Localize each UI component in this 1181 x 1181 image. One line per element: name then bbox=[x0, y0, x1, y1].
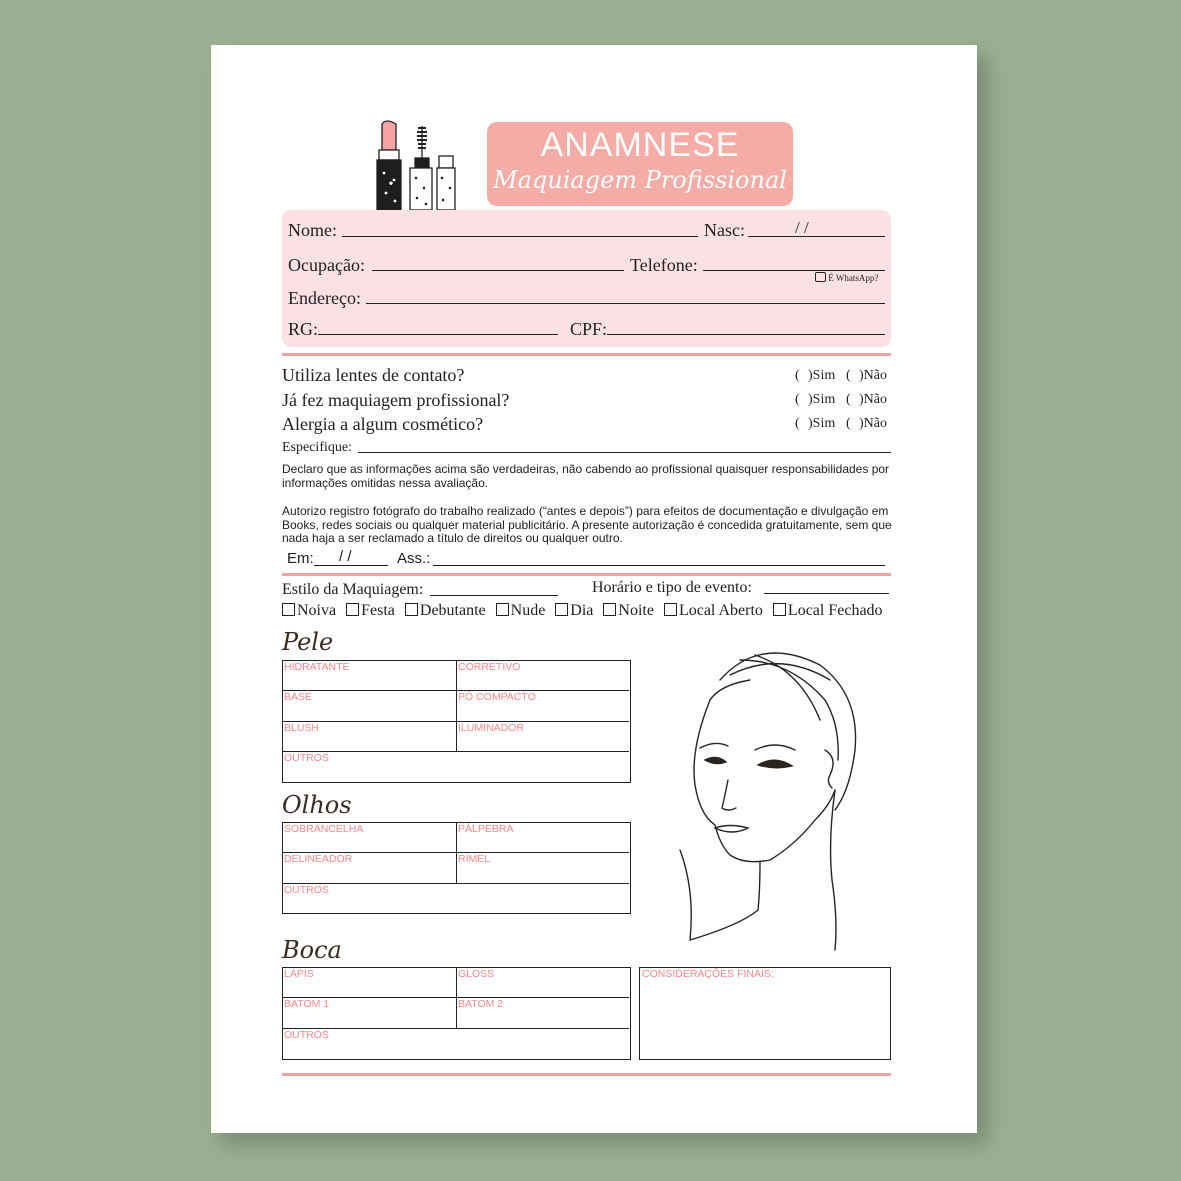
pele-heading: Pele bbox=[282, 628, 334, 656]
pele-cell-corretivo[interactable] bbox=[457, 661, 629, 691]
nasc-field[interactable] bbox=[748, 236, 885, 237]
pele-cell-blush[interactable] bbox=[283, 722, 457, 752]
check-label: Local Fechado bbox=[787, 602, 883, 619]
question-maquiagem: Já fez maquiagem profissional? bbox=[282, 390, 510, 410]
option-open[interactable]: ( bbox=[846, 416, 851, 431]
option-nao[interactable]: )Não bbox=[859, 368, 887, 383]
cell-label: LÁPIS bbox=[284, 968, 314, 980]
check-label: Local Aberto bbox=[678, 602, 763, 619]
boca-table bbox=[282, 967, 631, 1060]
form-subtitle: Maquiagem Profissional bbox=[493, 166, 787, 194]
divider bbox=[282, 353, 891, 356]
check-debutante[interactable] bbox=[405, 602, 486, 619]
cell-label: PÁLPEBRA bbox=[458, 823, 514, 835]
boca-cell-batom-2[interactable] bbox=[457, 998, 629, 1029]
divider bbox=[282, 1073, 891, 1076]
checkbox[interactable] bbox=[555, 603, 568, 616]
checkbox[interactable] bbox=[496, 603, 509, 616]
check-noite[interactable] bbox=[603, 602, 654, 619]
cell-label: CORRETIVO bbox=[458, 661, 521, 673]
whatsapp-option[interactable] bbox=[815, 272, 878, 283]
check-local-aberto[interactable] bbox=[664, 602, 763, 619]
checkbox[interactable] bbox=[664, 603, 677, 616]
option-open[interactable]: ( bbox=[846, 368, 851, 383]
cell-label: SOBRANCELHA bbox=[284, 823, 364, 835]
consideracoes-finais-label: CONSIDERAÇÕES FINAIS: bbox=[642, 968, 774, 980]
pele-cell-base[interactable] bbox=[283, 691, 457, 722]
cell-label: BASE bbox=[284, 691, 313, 703]
olhos-cell-delineador[interactable] bbox=[283, 853, 457, 884]
check-noiva[interactable] bbox=[282, 602, 336, 619]
title-banner bbox=[487, 122, 793, 206]
nome-field[interactable] bbox=[342, 236, 698, 237]
checkbox[interactable] bbox=[405, 603, 418, 616]
divider bbox=[282, 573, 891, 576]
pele-cell-hidratante[interactable] bbox=[283, 661, 457, 691]
olhos-cell-sobrancelha[interactable] bbox=[283, 823, 457, 853]
olhos-table bbox=[282, 822, 631, 914]
option-nao[interactable]: )Não bbox=[859, 392, 887, 407]
especifique-label: Especifique: bbox=[282, 440, 352, 455]
checkbox[interactable] bbox=[603, 603, 616, 616]
check-label: Nude bbox=[510, 602, 546, 619]
check-label: Debutante bbox=[419, 602, 486, 619]
olhos-cell-palpebra[interactable] bbox=[457, 823, 629, 853]
whatsapp-checkbox[interactable] bbox=[815, 272, 826, 282]
ocupacao-label: Ocupação: bbox=[288, 255, 365, 275]
olhos-cell-rimel[interactable] bbox=[457, 853, 629, 884]
form-title: ANAMNESE bbox=[540, 126, 740, 164]
consideracoes-finais-box[interactable] bbox=[639, 967, 891, 1060]
cell-label: GLOSS bbox=[458, 968, 495, 980]
cell-label: DELINEADOR bbox=[284, 853, 353, 865]
cosmetics-icon bbox=[370, 118, 462, 216]
event-type-checklist bbox=[282, 602, 883, 620]
telefone-label: Telefone: bbox=[630, 255, 698, 275]
check-label: Dia bbox=[570, 602, 594, 619]
option-open[interactable]: ( bbox=[795, 368, 800, 383]
pele-table bbox=[282, 660, 631, 783]
date-field[interactable] bbox=[314, 565, 388, 566]
boca-cell-gloss[interactable] bbox=[457, 968, 629, 998]
option-sim[interactable]: )Sim bbox=[808, 416, 836, 431]
checkbox[interactable] bbox=[346, 603, 359, 616]
ocupacao-field[interactable] bbox=[372, 270, 624, 271]
whatsapp-label: É WhatsApp? bbox=[828, 273, 879, 283]
question-lentes: Utiliza lentes de contato? bbox=[282, 365, 465, 385]
pele-cell-outros[interactable] bbox=[283, 752, 629, 781]
ass-label: Ass.: bbox=[397, 550, 431, 567]
endereco-label: Endereço: bbox=[288, 288, 361, 308]
telefone-field[interactable] bbox=[703, 270, 885, 271]
nome-label: Nome: bbox=[288, 220, 337, 240]
nasc-date-slashes: / / bbox=[795, 218, 809, 237]
check-label: Noiva bbox=[297, 602, 337, 619]
question-alergia: Alergia a algum cosmético? bbox=[282, 414, 484, 434]
rg-label: RG: bbox=[288, 319, 319, 339]
option-open[interactable]: ( bbox=[846, 392, 851, 407]
cell-label: RÍMEL bbox=[458, 853, 491, 865]
olhos-heading: Olhos bbox=[282, 791, 352, 819]
boca-cell-lapis[interactable] bbox=[283, 968, 457, 998]
endereco-field[interactable] bbox=[366, 303, 885, 304]
boca-cell-outros[interactable] bbox=[283, 1029, 629, 1058]
cell-label: OUTROS bbox=[284, 1029, 329, 1041]
horario-label: Horário e tipo de evento: bbox=[592, 579, 752, 596]
option-open[interactable]: ( bbox=[795, 392, 800, 407]
olhos-cell-outros[interactable] bbox=[283, 884, 629, 912]
em-label: Em: bbox=[287, 550, 314, 567]
boca-cell-batom-1[interactable] bbox=[283, 998, 457, 1029]
boca-heading: Boca bbox=[282, 936, 342, 964]
signature-field[interactable] bbox=[433, 565, 885, 566]
check-festa[interactable] bbox=[346, 602, 395, 619]
cell-label: BATOM 2 bbox=[458, 998, 504, 1010]
declaration-text: Declaro que as informações acima são verdadeiras, não cabendo ao profissional quaisquer responsabilidades por informações omitidas nessa avaliação. bbox=[282, 462, 890, 490]
check-label: Noite bbox=[618, 602, 654, 619]
check-nude[interactable] bbox=[496, 602, 546, 619]
check-local-fechado[interactable] bbox=[773, 602, 883, 619]
cell-label: ILUMINADOR bbox=[458, 722, 524, 734]
cell-label: OUTROS bbox=[284, 752, 329, 764]
cell-label: BATOM 1 bbox=[284, 998, 330, 1010]
authorization-text: Autorizo registro fotógrafo do trabalho realizado (“antes e depois”) para efeitos de documentação e divulgação em Books, redes sociais ou qualquer material publicitário. A presente autorização é concedida gratuitamente, sem que nada haja a ser reclamado a título de direitos ou qualquer outro. bbox=[282, 504, 892, 545]
check-label: Festa bbox=[361, 602, 395, 619]
date-slashes: / / bbox=[339, 548, 352, 565]
checkbox[interactable] bbox=[773, 603, 786, 616]
especifique-field[interactable] bbox=[358, 452, 891, 453]
cell-label: HIDRATANTE bbox=[284, 661, 350, 673]
check-dia[interactable] bbox=[555, 602, 593, 619]
estilo-label: Estilo da Maquiagem: bbox=[282, 581, 424, 598]
cpf-field[interactable] bbox=[607, 334, 885, 335]
pele-cell-iluminador[interactable] bbox=[457, 722, 629, 752]
cell-label: OUTROS bbox=[284, 884, 329, 896]
pele-cell-po-compacto[interactable] bbox=[457, 691, 629, 722]
estilo-field[interactable] bbox=[430, 595, 558, 596]
nasc-label: Nasc: bbox=[704, 220, 745, 240]
option-sim[interactable]: )Sim bbox=[808, 392, 836, 407]
option-nao[interactable]: )Não bbox=[859, 416, 887, 431]
horario-field[interactable] bbox=[764, 593, 889, 594]
rg-field[interactable] bbox=[318, 334, 558, 335]
option-open[interactable]: ( bbox=[795, 416, 800, 431]
option-sim[interactable]: )Sim bbox=[808, 368, 836, 383]
cell-label: PÓ COMPACTO bbox=[458, 691, 536, 703]
cell-label: BLUSH bbox=[284, 722, 320, 734]
cpf-label: CPF: bbox=[570, 319, 608, 339]
checkbox[interactable] bbox=[282, 603, 295, 616]
face-illustration-icon bbox=[660, 640, 875, 955]
